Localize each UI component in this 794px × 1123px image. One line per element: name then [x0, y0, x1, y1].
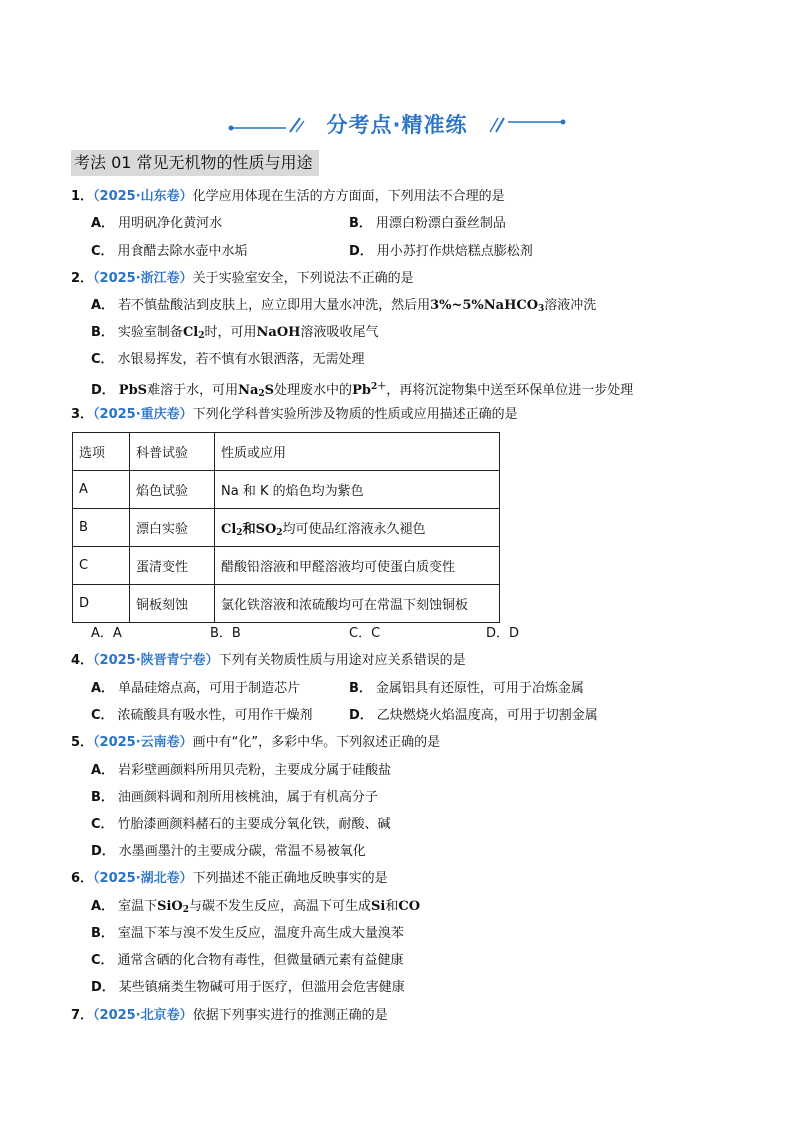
- question-source: （2025·云南卷）: [93, 735, 193, 750]
- option-b[interactable]: B． 实验室制备$Cl_2$时，可用NaOH溶液吸收尾气: [91, 325, 379, 341]
- question-number: 2．: [71, 271, 94, 286]
- option-d[interactable]: D． PbS难溶于水，可用$Na_2S$处理废水中的$Pb^{2+}$，再将沉淀物集中送至环保单位进一步处理: [91, 382, 634, 399]
- banner-title: 分考点·精准练: [326, 113, 468, 137]
- question-source: （2025·山东卷）: [93, 189, 193, 204]
- option-c[interactable]: C． 通常含硒的化合物有毒性，但微量硒元素有益健康: [91, 953, 404, 968]
- question-source: （2025·重庆卷）: [93, 407, 193, 422]
- question-2-stem: [71, 270, 414, 288]
- question-text: 关于实验室安全，下列说法不正确的是: [192, 271, 414, 286]
- table-cell: A: [73, 471, 130, 509]
- option-d[interactable]: D． 某些镇痛类生物碱可用于医疗，但滥用会危害健康: [91, 980, 405, 995]
- table-row: [73, 471, 500, 509]
- table-cell: 焰色试验: [130, 471, 215, 509]
- question-number: 5．: [71, 735, 94, 750]
- option-c[interactable]: C． 竹胎漆画颜料赭石的主要成分氧化铁，耐酸、碱: [91, 817, 391, 832]
- question-text: 依据下列事实进行的推测正确的是: [192, 1008, 388, 1023]
- table-cell: $Cl_2$和$SO_2$均可使品红溶液永久褪色: [215, 509, 500, 547]
- table-cell: 氯化铁溶液和浓硫酸均可在常温下刻蚀铜板: [215, 585, 500, 623]
- question-5-stem: [71, 734, 440, 752]
- table-cell: B: [73, 509, 130, 547]
- table-cell: 铜板刻蚀: [130, 585, 215, 623]
- option-c[interactable]: C．C: [349, 626, 381, 641]
- table-header-cell: 性质或应用: [215, 433, 500, 471]
- table-cell: 蛋清变性: [130, 547, 215, 585]
- option-c[interactable]: C． 水银易挥发，若不慎有水银洒落，无需处理: [91, 352, 365, 367]
- question-6-stem: [71, 870, 388, 888]
- question-7-stem: [71, 1007, 388, 1025]
- option-a[interactable]: A． 若不慎盐酸沾到皮肤上，应立即用大量水冲洗，然后用3%~5%NaHCO$_3$溶液冲洗: [91, 298, 597, 314]
- table-row: [73, 547, 500, 585]
- table-row: [73, 585, 500, 623]
- table-cell: D: [73, 585, 130, 623]
- option-b[interactable]: B． 金属铝具有还原性，可用于冶炼金属: [349, 681, 584, 696]
- question-number: 6．: [71, 871, 94, 886]
- table-cell: C: [73, 547, 130, 585]
- question-number: 7．: [71, 1008, 94, 1023]
- question-3-table: [72, 432, 500, 623]
- option-a[interactable]: A． 室温下SiO$_2$与碳不发生反应，高温下可生成Si和CO: [91, 899, 421, 915]
- question-4-stem: [71, 652, 466, 670]
- table-header-row: [73, 433, 500, 471]
- table-header-cell: 科普试验: [130, 433, 215, 471]
- question-number: 1．: [71, 189, 94, 204]
- option-a[interactable]: A． 用明矾净化黄河水: [91, 216, 223, 231]
- section-banner: [228, 110, 566, 140]
- question-1-stem: [71, 188, 505, 206]
- question-number: 3．: [71, 407, 94, 422]
- option-b[interactable]: B． 用漂白粉漂白蚕丝制品: [349, 216, 506, 231]
- table-cell: 醋酸铅溶液和甲醛溶液均可使蛋白质变性: [215, 547, 500, 585]
- option-d[interactable]: D． 水墨画墨汁的主要成分碳，常温不易被氧化: [91, 844, 366, 859]
- question-text: 下列有关物质性质与用途对应关系错误的是: [218, 653, 466, 668]
- option-c[interactable]: C． 用食醋去除水壶中水垢: [91, 244, 248, 259]
- section-heading: 考法 01 常见无机物的性质与用途: [71, 150, 319, 176]
- question-text: 画中有“化”，多彩中华。下列叙述正确的是: [192, 735, 441, 750]
- question-text: 化学应用体现在生活的方方面面，下列用法不合理的是: [192, 189, 505, 204]
- option-b[interactable]: B． 室温下苯与溴不发生反应，温度升高生成大量溴苯: [91, 926, 404, 941]
- option-d[interactable]: D． 乙炔燃烧火焰温度高，可用于切割金属: [349, 708, 598, 723]
- option-b[interactable]: B． 油画颜料调和剂所用核桃油，属于有机高分子: [91, 790, 378, 805]
- question-source: （2025·湖北卷）: [93, 871, 193, 886]
- question-text: 下列化学科普实验所涉及物质的性质或应用描述正确的是: [192, 407, 518, 422]
- option-d[interactable]: D．D: [486, 626, 520, 641]
- table-header-cell: 选项: [73, 433, 130, 471]
- option-a[interactable]: A．A: [91, 626, 122, 641]
- option-a[interactable]: A． 单晶硅熔点高，可用于制造芯片: [91, 681, 301, 696]
- right-flourish-icon: [486, 110, 566, 140]
- question-source: （2025·北京卷）: [93, 1008, 193, 1023]
- question-source: （2025·陕晋青宁卷）: [93, 653, 219, 668]
- option-d[interactable]: D． 用小苏打作烘焙糕点膨松剂: [349, 244, 533, 259]
- option-a[interactable]: A． 岩彩壁画颜料所用贝壳粉，主要成分属于硅酸盐: [91, 763, 392, 778]
- option-b[interactable]: B．B: [210, 626, 241, 641]
- table-cell: 漂白实验: [130, 509, 215, 547]
- question-text: 下列描述不能正确地反映事实的是: [192, 871, 388, 886]
- left-flourish-icon: [228, 110, 308, 140]
- table-cell: Na 和 K 的焰色均为紫色: [215, 471, 500, 509]
- table-row: [73, 509, 500, 547]
- question-3-stem: [71, 406, 518, 424]
- option-c[interactable]: C． 浓硫酸具有吸水性，可用作干燥剂: [91, 708, 313, 723]
- question-number: 4．: [71, 653, 94, 668]
- question-source: （2025·浙江卷）: [93, 271, 193, 286]
